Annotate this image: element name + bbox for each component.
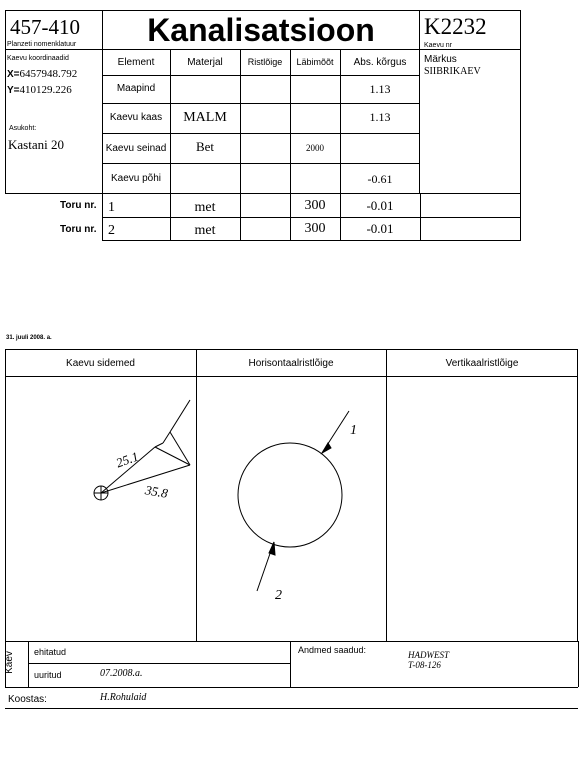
col-header-abs-height: Abs. kõrgus xyxy=(353,57,407,68)
coords-label: Kaevu koordinaadid xyxy=(7,55,69,62)
coord-y-label: Y= xyxy=(7,85,20,96)
coord-x xyxy=(7,68,77,80)
nomenclature-label: Planzeti nomenklatuur xyxy=(7,41,77,48)
pipe-number: 1 xyxy=(108,200,115,215)
col-header-diameter: Läbimõõt xyxy=(296,57,334,67)
col-title-vertical-section: Vertikaalristlõige xyxy=(445,358,519,369)
coord-x-label: X= xyxy=(7,69,20,80)
coord-x-value: 6457948.792 xyxy=(19,68,78,80)
pipe-diameter: 300 xyxy=(304,221,326,236)
row-element: Maapind xyxy=(116,83,156,94)
surveyed-label: uuritud xyxy=(34,670,62,680)
horizontal-section-sketch xyxy=(197,377,386,641)
location-value: Kastani 20 xyxy=(8,137,64,152)
remarks-value: SIIBRIKAEV xyxy=(424,66,481,77)
col-title-horizontal-section: Horisontaalristlõige xyxy=(248,358,334,369)
footer-side-label: Kaev xyxy=(3,651,15,674)
row-height: 1.13 xyxy=(369,82,391,96)
col-header-cross-section: Ristlõige xyxy=(247,57,283,67)
col-header-element: Element xyxy=(117,57,155,68)
col-header-material: Materjal xyxy=(187,57,223,68)
pipe-height: -0.01 xyxy=(366,198,394,213)
well-number: K2232 xyxy=(424,14,487,39)
location-label: Asukoht: xyxy=(9,125,37,132)
data-source-label: Andmed saadud: xyxy=(298,645,367,655)
col-title-well-ties: Kaevu sidemed xyxy=(66,358,135,369)
pipe-1-label: 1 xyxy=(350,423,357,438)
built-label: ehitatud xyxy=(34,647,67,657)
measurement-label: 35.8 xyxy=(143,482,169,501)
row-element: Kaevu kaas xyxy=(109,112,163,123)
well-ties-sketch xyxy=(5,377,196,641)
coord-y xyxy=(7,84,72,96)
row-material: MALM xyxy=(183,110,227,125)
pipe-label: Toru nr. xyxy=(60,224,97,235)
row-element: Kaevu seinad xyxy=(105,143,167,154)
row-material: Bet xyxy=(195,139,215,154)
pipe-material: met xyxy=(194,200,216,215)
nomenclature-number: 457-410 xyxy=(10,15,80,39)
row-diameter: 2000 xyxy=(306,143,324,153)
measurement-label: 25.1 xyxy=(113,448,141,471)
row-height: -0.61 xyxy=(367,172,393,186)
data-source-name: HADWEST xyxy=(408,650,449,660)
compiled-value: H.Rohulaid xyxy=(100,692,147,703)
remarks-label: Märkus xyxy=(424,54,457,65)
coord-y-value: 410129.226 xyxy=(19,84,72,96)
page-title: Kanalisatsioon xyxy=(147,12,375,48)
row-element: Kaevu põhi xyxy=(110,173,162,184)
date-label: 31. juuli 2008. a. xyxy=(6,335,52,341)
pipe-number: 2 xyxy=(108,223,115,238)
pipe-diameter: 300 xyxy=(304,198,326,213)
compiled-label: Koostas: xyxy=(8,694,47,705)
well-number-label: Kaevu nr xyxy=(424,42,453,49)
pipe-2-label: 2 xyxy=(275,588,282,603)
pipe-material: met xyxy=(194,223,216,238)
pipe-label: Toru nr. xyxy=(60,200,97,211)
data-source-code: T-08-126 xyxy=(408,660,441,670)
surveyed-value: 07.2008.a. xyxy=(100,668,143,679)
pipe-height: -0.01 xyxy=(366,221,394,236)
row-height: 1.13 xyxy=(369,110,391,124)
